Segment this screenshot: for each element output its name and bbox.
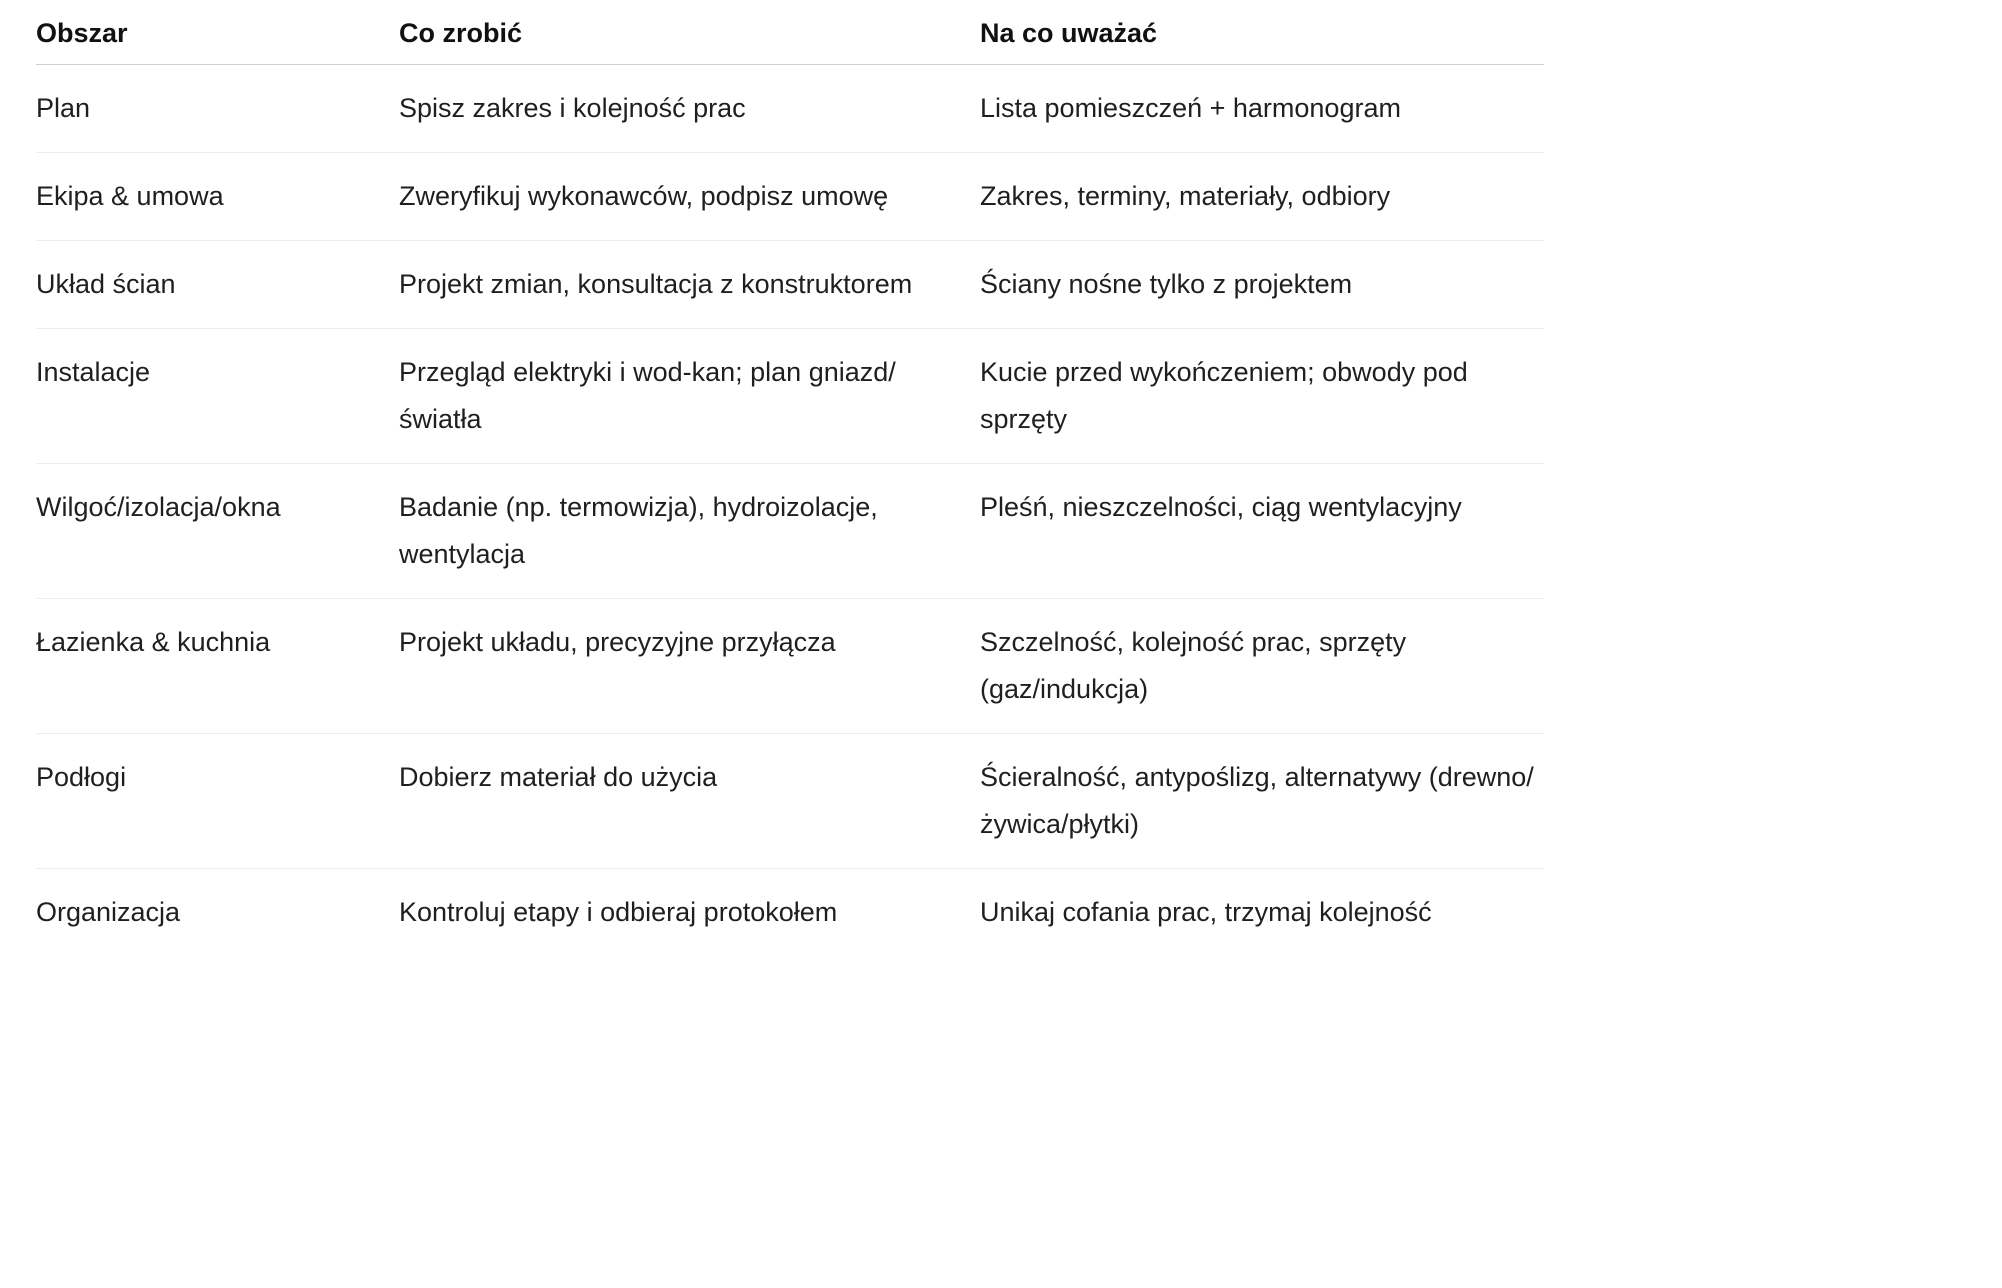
column-header-todo: Co zrobić	[399, 0, 980, 65]
cell-area: Wilgoć/izolacja/okna	[36, 464, 399, 599]
cell-caution: Szczelność, kolejność prac, sprzęty (gaz/indukcja)	[980, 599, 1544, 734]
cell-caution: Pleśń, nieszczelności, ciąg wentylacyjny	[980, 464, 1544, 599]
cell-todo: Projekt zmian, konsultacja z konstruktorem	[399, 241, 980, 329]
cell-caution: Ścieralność, antypoślizg, alternatywy (drewno/żywica/płytki)	[980, 734, 1544, 869]
table-header	[36, 0, 1544, 65]
cell-todo: Przegląd elektryki i wod-kan; plan gniazd/światła	[399, 329, 980, 464]
renovation-table	[36, 0, 1544, 956]
cell-todo: Kontroluj etapy i odbieraj protokołem	[399, 897, 838, 927]
table-row	[36, 65, 1544, 153]
table-row	[36, 153, 1544, 241]
cell-caution: Zakres, terminy, materiały, odbiory	[980, 153, 1544, 241]
table-row	[36, 464, 1544, 599]
cell-area: Plan	[36, 65, 399, 153]
table-row	[36, 734, 1544, 869]
table-row	[36, 869, 1544, 957]
cell-todo: Dobierz materiał do użycia	[399, 734, 980, 869]
cell-todo: Spisz zakres i kolejność prac	[399, 65, 980, 153]
column-header-area: Obszar	[36, 0, 399, 65]
cell-todo: Projekt układu, precyzyjne przyłącza	[399, 599, 980, 734]
header-row	[36, 0, 1544, 65]
cell-area: Podłogi	[36, 734, 399, 869]
cell-area: Organizacja	[36, 897, 181, 927]
table-row	[36, 329, 1544, 464]
cell-caution: Lista pomieszczeń + harmonogram	[980, 65, 1544, 153]
column-header-caution: Na co uważać	[980, 0, 1544, 65]
renovation-table-container	[36, 0, 1544, 956]
table-row	[36, 241, 1544, 329]
table-row	[36, 599, 1544, 734]
cell-caution: Ściany nośne tylko z projektem	[980, 241, 1544, 329]
cell-caution: Unikaj cofania prac, trzymaj kolejność	[980, 897, 1432, 927]
cell-todo: Zweryfikuj wykonawców, podpisz umowę	[399, 153, 980, 241]
cell-area: Układ ścian	[36, 241, 399, 329]
cell-area: Łazienka & kuchnia	[36, 599, 399, 734]
cell-area: Ekipa & umowa	[36, 153, 399, 241]
cell-todo: Badanie (np. termowizja), hydroizolacje, wentylacja	[399, 464, 980, 599]
table-body	[36, 65, 1544, 957]
cell-area: Instalacje	[36, 329, 399, 464]
cell-caution: Kucie przed wykończeniem; obwody pod sprzęty	[980, 329, 1544, 464]
